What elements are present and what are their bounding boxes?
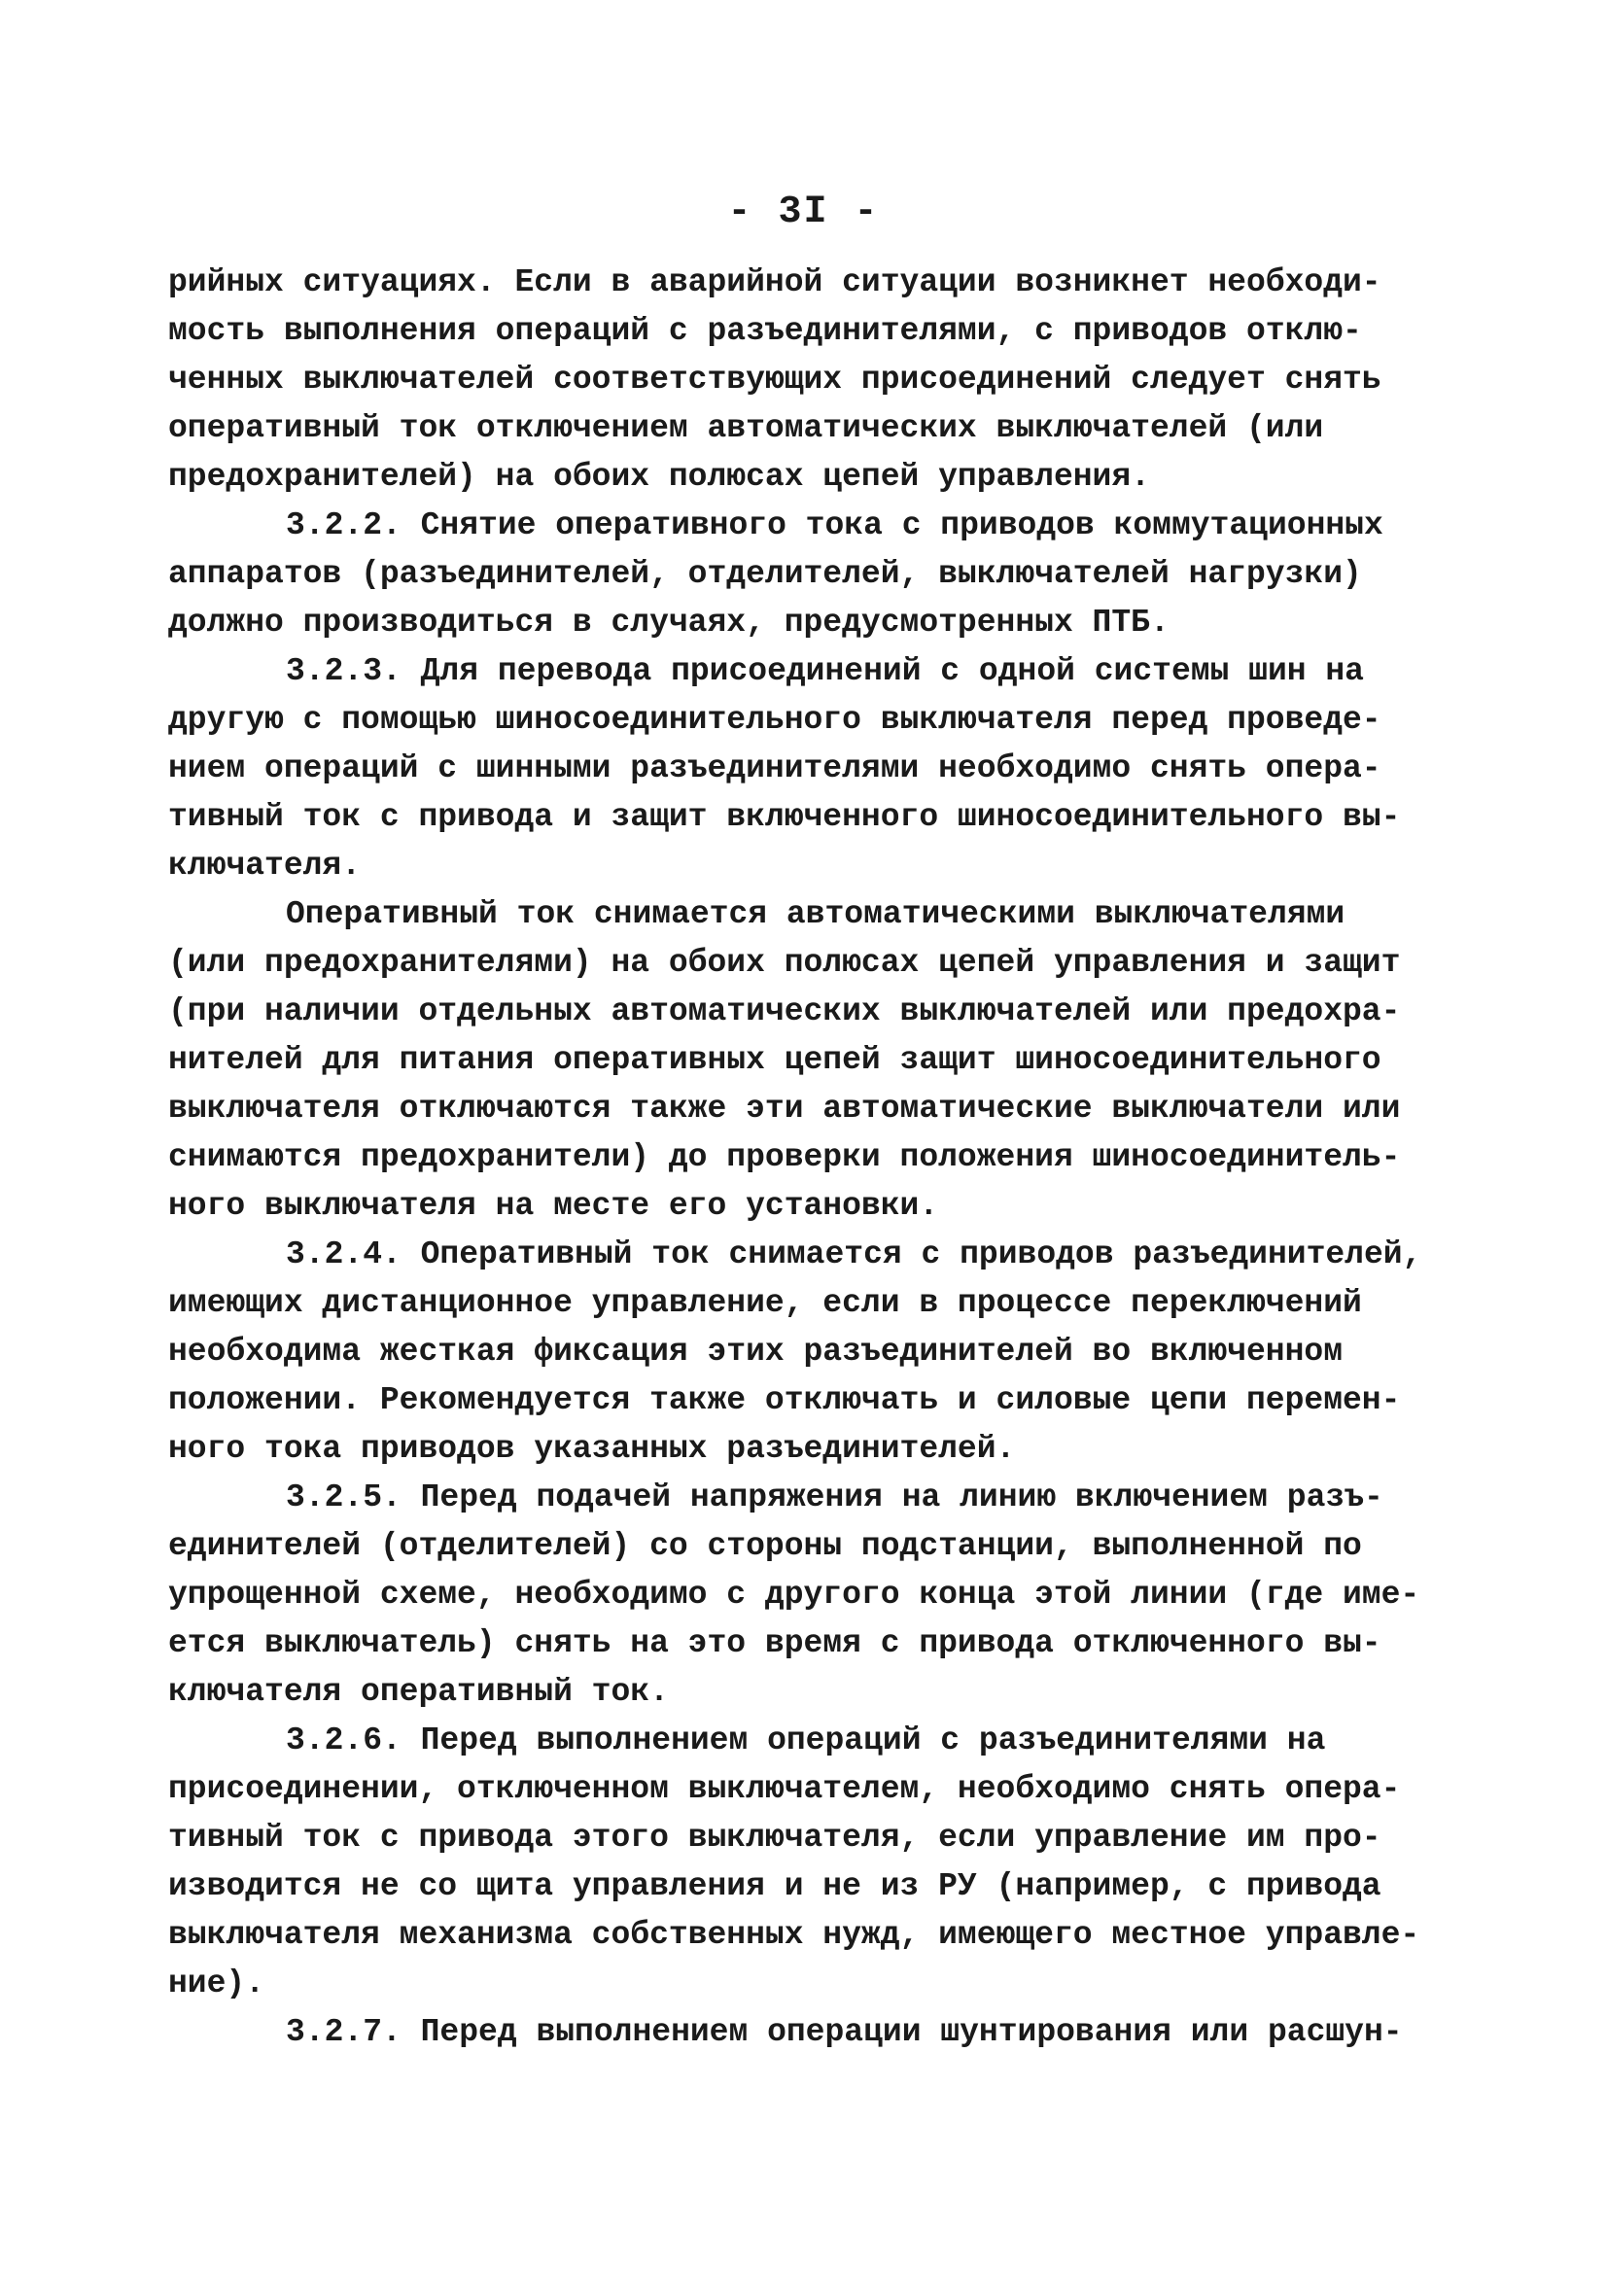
text-line: необходима жесткая фиксация этих разъединителей во включенном: [168, 1334, 1343, 1370]
text-line: тивный ток с привода этого выключателя, если управление им про-: [168, 1820, 1381, 1856]
text-line: ние).: [168, 1966, 265, 2001]
text-line: положении. Рекомендуется также отключать и силовые цепи перемен-: [168, 1382, 1401, 1418]
text-line: ключателя оперативный ток.: [168, 1674, 669, 1710]
text-line: ключателя.: [168, 848, 362, 884]
text-line: рийных ситуациях. Если в аварийной ситуации возникнет необходи-: [168, 264, 1381, 300]
text-line: (или предохранителями) на обоих полюсах цепей управления и защит: [168, 945, 1401, 981]
text-line: изводится не со щита управления и не из РУ (например, с привода: [168, 1868, 1381, 1904]
text-line: выключателя отключаются также эти автоматические выключатели или: [168, 1091, 1401, 1127]
paragraph-3-2-4-start: 3.2.4. Оперативный ток снимается с приводов разъединителей,: [286, 1236, 1422, 1272]
paragraph-3-2-2-start: 3.2.2. Снятие оперативного тока с приводов коммутационных: [286, 507, 1383, 543]
text-line: должно производиться в случаях, предусмотренных ПТБ.: [168, 605, 1170, 641]
text-line: нителей для питания оперативных цепей защит шиносоединительного: [168, 1042, 1381, 1078]
text-line: предохранителей) на обоих полюсах цепей управления.: [168, 459, 1150, 495]
text-line: (при наличии отдельных автоматических выключателей или предохра-: [168, 993, 1401, 1029]
paragraph-3-2-3-start: 3.2.3. Для перевода присоединений с одной системы шин на: [286, 653, 1364, 689]
text-line: нием операций с шинными разъединителями необходимо снять опера-: [168, 750, 1381, 786]
text-line: упрощенной схеме, необходимо с другого конца этой линии (где име-: [168, 1577, 1420, 1613]
paragraph-3-2-7-start: 3.2.7. Перед выполнением операции шунтирования или расшун-: [286, 2014, 1403, 2050]
paragraph-3-2-5-start: 3.2.5. Перед подачей напряжения на линию включением разъ-: [286, 1479, 1383, 1515]
page-number: - 3I -: [727, 191, 880, 234]
body-text: [168, 259, 1451, 2057]
text-line: снимаются предохранители) до проверки положения шиносоединитель-: [168, 1139, 1401, 1175]
text-line: тивный ток с привода и защит включенного шиносоединительного вы-: [168, 799, 1401, 835]
text-line: присоединении, отключенном выключателем, необходимо снять опера-: [168, 1771, 1401, 1807]
text-line: ется выключатель) снять на это время с привода отключенного вы-: [168, 1625, 1381, 1661]
text-line: единителей (отделителей) со стороны подстанции, выполненной по: [168, 1528, 1362, 1564]
paragraph-3-2-6-start: 3.2.6. Перед выполнением операций с разъединителями на: [286, 1722, 1326, 1758]
text-line: ного выключателя на месте его установки.: [168, 1188, 939, 1224]
text-line: ченных выключателей соответствующих присоединений следует снять: [168, 362, 1381, 398]
text-line: аппаратов (разъединителей, отделителей, выключателей нагрузки): [168, 556, 1362, 592]
text-line: имеющих дистанционное управление, если в процессе переключений: [168, 1285, 1362, 1321]
text-line: выключателя механизма собственных нужд, имеющего местное управле-: [168, 1917, 1420, 1953]
text-line: ного тока приводов указанных разъединителей.: [168, 1431, 1016, 1467]
text-line: другую с помощью шиносоединительного выключателя перед проведе-: [168, 702, 1381, 738]
paragraph-operative-current-start: Оперативный ток снимается автоматическими выключателями: [286, 896, 1345, 932]
text-line: мость выполнения операций с разъединителями, с приводов отклю-: [168, 313, 1362, 349]
text-line: оперативный ток отключением автоматических выключателей (или: [168, 410, 1324, 446]
